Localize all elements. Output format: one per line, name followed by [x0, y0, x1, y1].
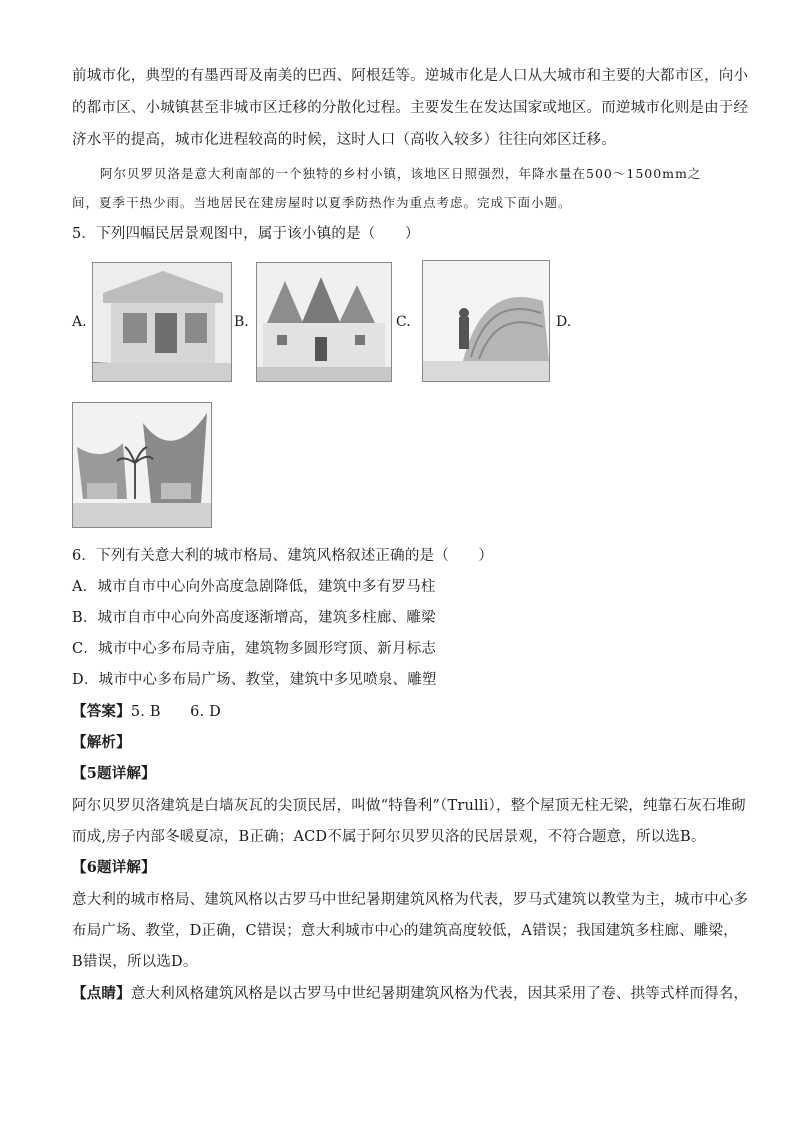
- thatched-hut-photo: [423, 261, 549, 381]
- q6-option-c: C．城市中心多布局寺庙，建筑物多圆形穹顶、新月标志: [72, 641, 437, 657]
- q5-option-a-image: [92, 262, 232, 382]
- material-line-1: 阿尔贝罗贝洛是意大利南部的一个独特的乡村小镇，该地区日照强烈，年降水量在500～1500mm之: [100, 166, 702, 181]
- comment-text: 意大利风格建筑风格是以古罗马中世纪暑期建筑风格为代表，因其采用了卷、拱等式样而得名，: [130, 986, 749, 1002]
- q6-detail-line-1: 意大利的城市格局、建筑风格以古罗马中世纪暑期建筑风格为代表，罗马式建筑以教堂为主，城市中心多: [72, 892, 749, 908]
- q5-stem: 5．下列四幅民居景观图中，属于该小镇的是（ ）: [72, 226, 420, 242]
- intro-line-3: 济水平的提高，城市化进程较高的时候，这时人口（高收入较多）往往向郊区迁移。: [72, 132, 616, 148]
- q6-option-a: A．城市自市中心向外高度急剧降低，建筑中多有罗马柱: [72, 579, 436, 595]
- q6-option-d: D．城市中心多布局广场、教堂，建筑中多见喷泉、雕塑: [72, 672, 437, 688]
- q6-option-b: B．城市自市中心向外高度逐渐增高，建筑多柱廊、雕梁: [72, 610, 436, 626]
- q6-stem: 6．下列有关意大利的城市格局、建筑风格叙述正确的是（ ）: [72, 548, 494, 564]
- trulli-house-photo: [257, 263, 391, 381]
- q5-option-c-letter: C.: [396, 314, 411, 330]
- answer-text: 5. B 6. D: [130, 704, 221, 720]
- q6-detail-line-3: B错误，所以选D。: [72, 954, 198, 970]
- q5-option-b-letter: B.: [234, 314, 249, 330]
- analysis-label: 【解析】: [72, 734, 131, 751]
- q6-detail-title: 【6题详解】: [72, 859, 156, 876]
- q5-option-c-image: [422, 260, 550, 382]
- answer-label: 【答案】: [72, 703, 131, 720]
- intro-line-1: 前城市化，典型的有墨西哥及南美的巴西、阿根廷等。逆城市化是人口从大城市和主要的大都市区，向小: [72, 68, 749, 84]
- q5-detail-line-1: 阿尔贝罗贝洛建筑是白墙灰瓦的尖顶民居，叫做“特鲁利”（Trulli），整个屋顶无柱无梁，纯靠石灰石堆砌: [72, 798, 746, 814]
- q5-option-d-letter: D.: [556, 314, 572, 330]
- modern-house-photo: [93, 263, 231, 381]
- comment-line: [72, 984, 749, 1004]
- q5-option-a-letter: A.: [72, 314, 87, 330]
- answer-line: [72, 702, 722, 722]
- q6-detail-line-2: 布局广场、教堂，D正确，C错误；意大利城市中心的建筑高度较低，A错误；我国建筑多柱廊、雕梁，: [72, 923, 738, 939]
- comment-label: 【点睛】: [72, 985, 131, 1002]
- q5-option-d-image: [72, 402, 212, 528]
- q5-detail-title: 【5题详解】: [72, 765, 156, 782]
- intro-line-2: 的都市区、小城镇甚至非城市区迁移的分散化过程。主要发生在发达国家或地区。而逆城市化则是由于经: [72, 100, 749, 116]
- material-line-2: 间，夏季干热少雨。当地居民在建房屋时以夏季防热作为重点考虑。完成下面小题。: [72, 195, 572, 210]
- boat-roof-house-photo: [73, 403, 211, 527]
- q5-detail-line-2: 而成,房子内部冬暖夏凉，B正确；ACD不属于阿尔贝罗贝洛的民居景观，不符合题意，所以选B。: [72, 829, 706, 845]
- q5-option-b-image: [256, 262, 392, 382]
